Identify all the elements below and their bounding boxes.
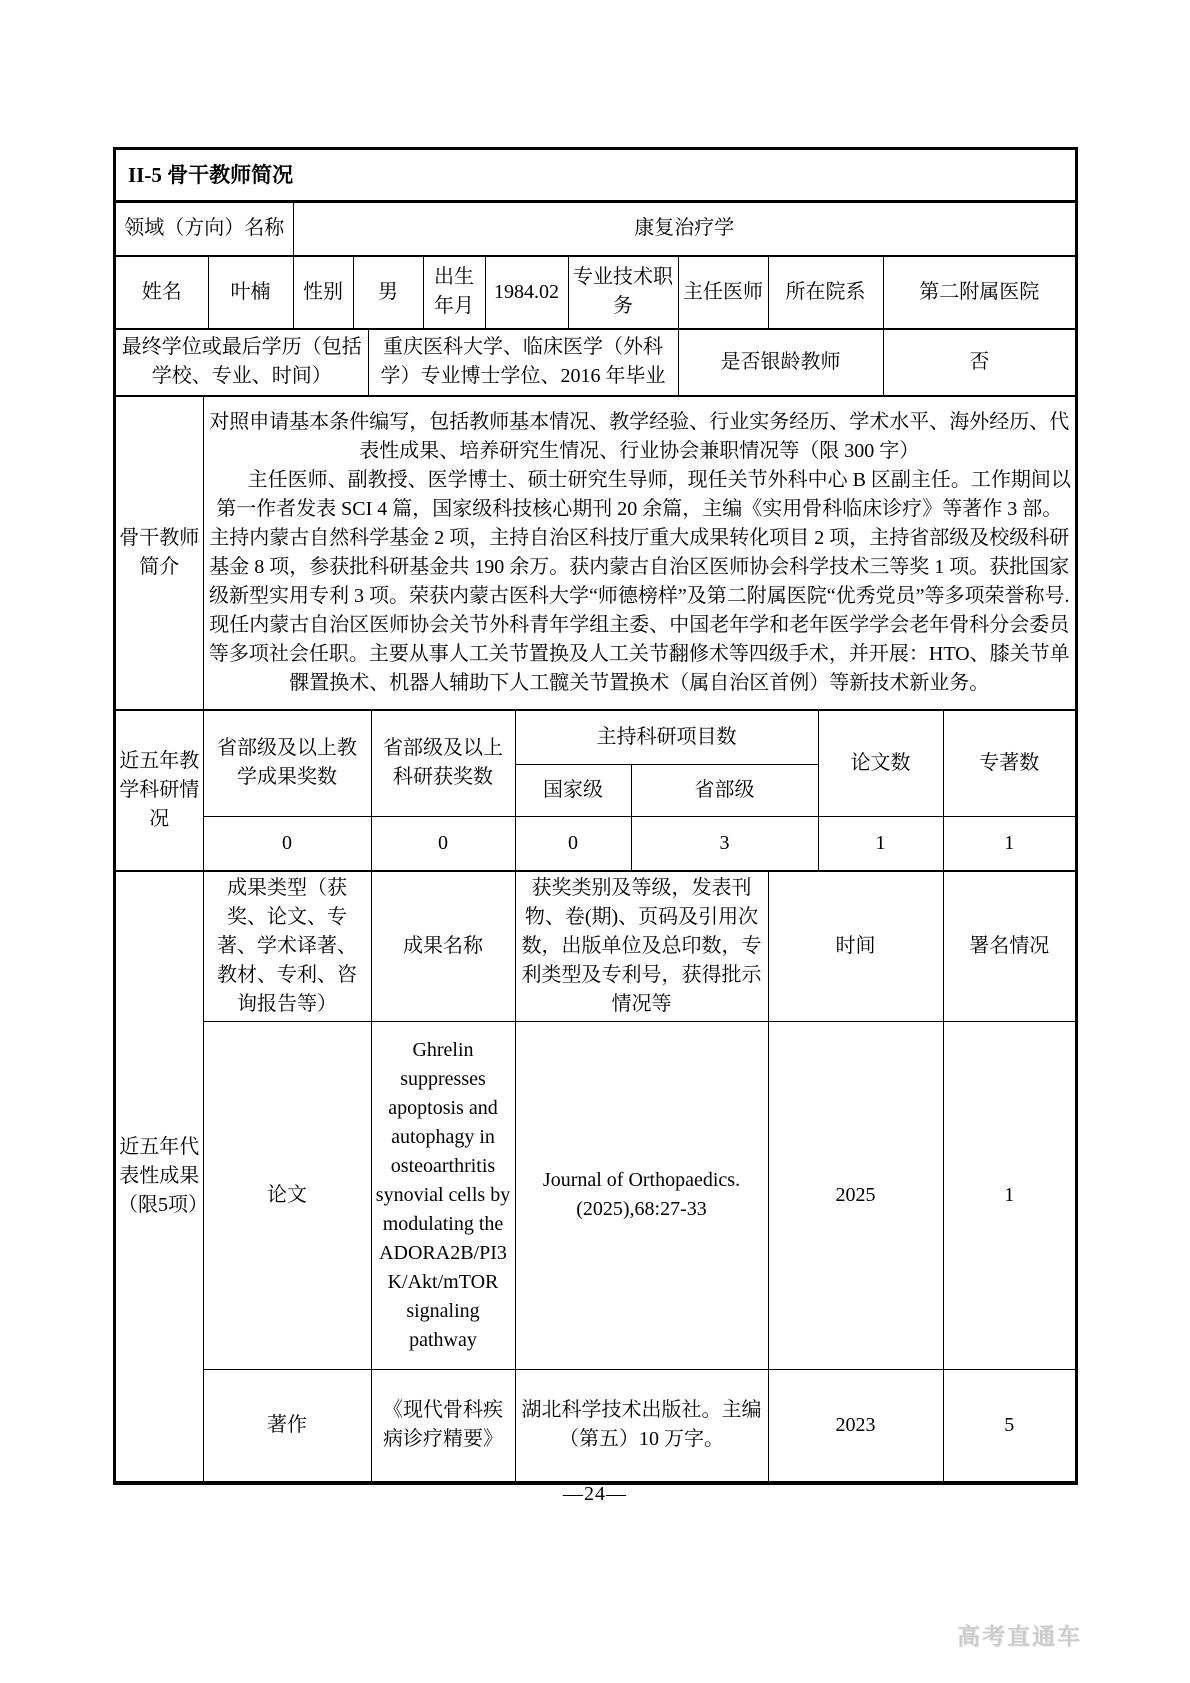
basic-info-table bbox=[116, 256, 1075, 329]
stats-value-provincial: 3 bbox=[631, 816, 818, 870]
watermark-text: 高考直通车 bbox=[957, 1623, 1082, 1649]
achievements-col-signature: 署名情况 bbox=[943, 871, 1075, 1021]
achievements-col-name: 成果名称 bbox=[371, 871, 515, 1021]
domain-row-table bbox=[116, 203, 1075, 256]
achievements-table bbox=[116, 871, 1075, 1482]
achievement-signature: 1 bbox=[943, 1021, 1075, 1369]
intro-text-cell bbox=[203, 396, 1075, 709]
achievement-type: 著作 bbox=[203, 1369, 371, 1481]
intro-table bbox=[116, 396, 1075, 710]
job-title-value: 主任医师 bbox=[678, 256, 768, 328]
gender-label: 性别 bbox=[293, 256, 353, 328]
achievement-signature: 5 bbox=[943, 1369, 1075, 1481]
achievement-time: 2023 bbox=[768, 1369, 943, 1481]
page-number: —24— bbox=[563, 1483, 627, 1505]
achievement-type: 论文 bbox=[203, 1021, 371, 1369]
achievement-detail: 湖北科学技术出版社。主编（第五）10 万字。 bbox=[515, 1369, 768, 1481]
stats-col-books: 专著数 bbox=[943, 710, 1075, 816]
stats-value-papers: 1 bbox=[818, 816, 943, 870]
achievement-name: Ghrelin suppresses apoptosis and autophagy in osteoarthritis synovial cells by modulating the ADORA2B/PI3K/Akt/mTOR signaling pathway bbox=[371, 1021, 515, 1369]
stats-label: 近五年教学科研情况 bbox=[116, 710, 203, 870]
job-title-label: 专业技术职务 bbox=[568, 256, 678, 328]
degree-label: 最终学位或最后学历（包括学校、专业、时间） bbox=[116, 329, 368, 395]
stats-value-research-awards: 0 bbox=[371, 816, 515, 870]
degree-row-table bbox=[116, 329, 1075, 396]
achievements-col-time: 时间 bbox=[768, 871, 943, 1021]
achievements-col-detail: 获奖类别及等级，发表刊物、卷(期)、页码及引用次数，出版单位及总印数，专利类型及专利号，获得批示情况等 bbox=[515, 871, 768, 1021]
stats-value-national: 0 bbox=[515, 816, 631, 870]
silver-teacher-value: 否 bbox=[883, 329, 1075, 395]
achievement-row-paper bbox=[116, 1021, 1075, 1369]
form-title: II-5 骨干教师简况 bbox=[116, 150, 1075, 203]
stats-col-projects: 主持科研项目数 bbox=[515, 710, 818, 764]
intro-label: 骨干教师简介 bbox=[116, 396, 203, 709]
achievement-detail: Journal of Orthopaedics.(2025),68:27-33 bbox=[515, 1021, 768, 1369]
department-value: 第二附属医院 bbox=[883, 256, 1075, 328]
stats-value-books: 1 bbox=[943, 816, 1075, 870]
achievements-label: 近五年代表性成果（限5项） bbox=[116, 871, 203, 1481]
stats-col-research-awards: 省部级及以上科研获奖数 bbox=[371, 710, 515, 816]
stats-col-teaching-awards: 省部级及以上教学成果奖数 bbox=[203, 710, 371, 816]
achievements-col-type: 成果类型（获奖、论文、专著、学术译著、教材、专利、咨询报告等） bbox=[203, 871, 371, 1021]
stats-col-papers: 论文数 bbox=[818, 710, 943, 816]
achievement-row-book bbox=[116, 1369, 1075, 1481]
name-value: 叶楠 bbox=[208, 256, 293, 328]
degree-value: 重庆医科大学、临床医学（外科学）专业博士学位、2016 年毕业 bbox=[368, 329, 678, 395]
stats-table bbox=[116, 710, 1075, 871]
birth-label: 出生年月 bbox=[423, 256, 485, 328]
stats-col-national: 国家级 bbox=[515, 764, 631, 816]
intro-paragraph-1: 对照申请基本条件编写，包括教师基本情况、教学经验、行业实务经历、学术水平、海外经历、代表性成果、培养研究生情况、行业协会兼职情况等（限 300 字） bbox=[209, 410, 1070, 462]
silver-teacher-label: 是否银龄教师 bbox=[678, 329, 883, 395]
teacher-profile-form bbox=[113, 147, 1078, 1485]
domain-label: 领域（方向）名称 bbox=[116, 203, 293, 255]
intro-paragraph-2: 主任医师、副教授、医学博士、硕士研究生导师，现任关节外科中心 B 区副主任。工作期间以第一作者发表 SCI 4 篇，国家级科技核心期刊 20 余篇，主编《实用骨科临床诊疗》等著作 3 部。主持内蒙古自然科学基金 2 项，主持自治区科技厅重大成果转化项目 2 项，主持省部级及校级科研基金 8 项，参获批科研基金共 190 余万。获内蒙古自治区医师协会科学技术三等奖 1 项。获批国家级新型实用专利 3 项。荣获内蒙古医科大学“师德榜样”及第二附属医院“优秀党员”等多项荣誉称号.现任内蒙古自治区医师协会关节外科青年学组主委、中国老年学和老年医学学会老年骨科分会委员等多项社会任职。主要从事人工关节置换及人工关节翻修术等四级手术，并开展：HTO、膝关节单髁置换术、机器人辅助下人工髋关节置换术（属自治区首例）等新技术新业务。 bbox=[208, 468, 1071, 694]
domain-value: 康复治疗学 bbox=[293, 203, 1075, 255]
stats-value-teaching-awards: 0 bbox=[203, 816, 371, 870]
department-label: 所在院系 bbox=[768, 256, 883, 328]
achievement-time: 2025 bbox=[768, 1021, 943, 1369]
achievement-name: 《现代骨科疾病诊疗精要》 bbox=[371, 1369, 515, 1481]
birth-value: 1984.02 bbox=[485, 256, 568, 328]
gender-value: 男 bbox=[353, 256, 423, 328]
name-label: 姓名 bbox=[116, 256, 208, 328]
stats-col-provincial: 省部级 bbox=[631, 764, 818, 816]
